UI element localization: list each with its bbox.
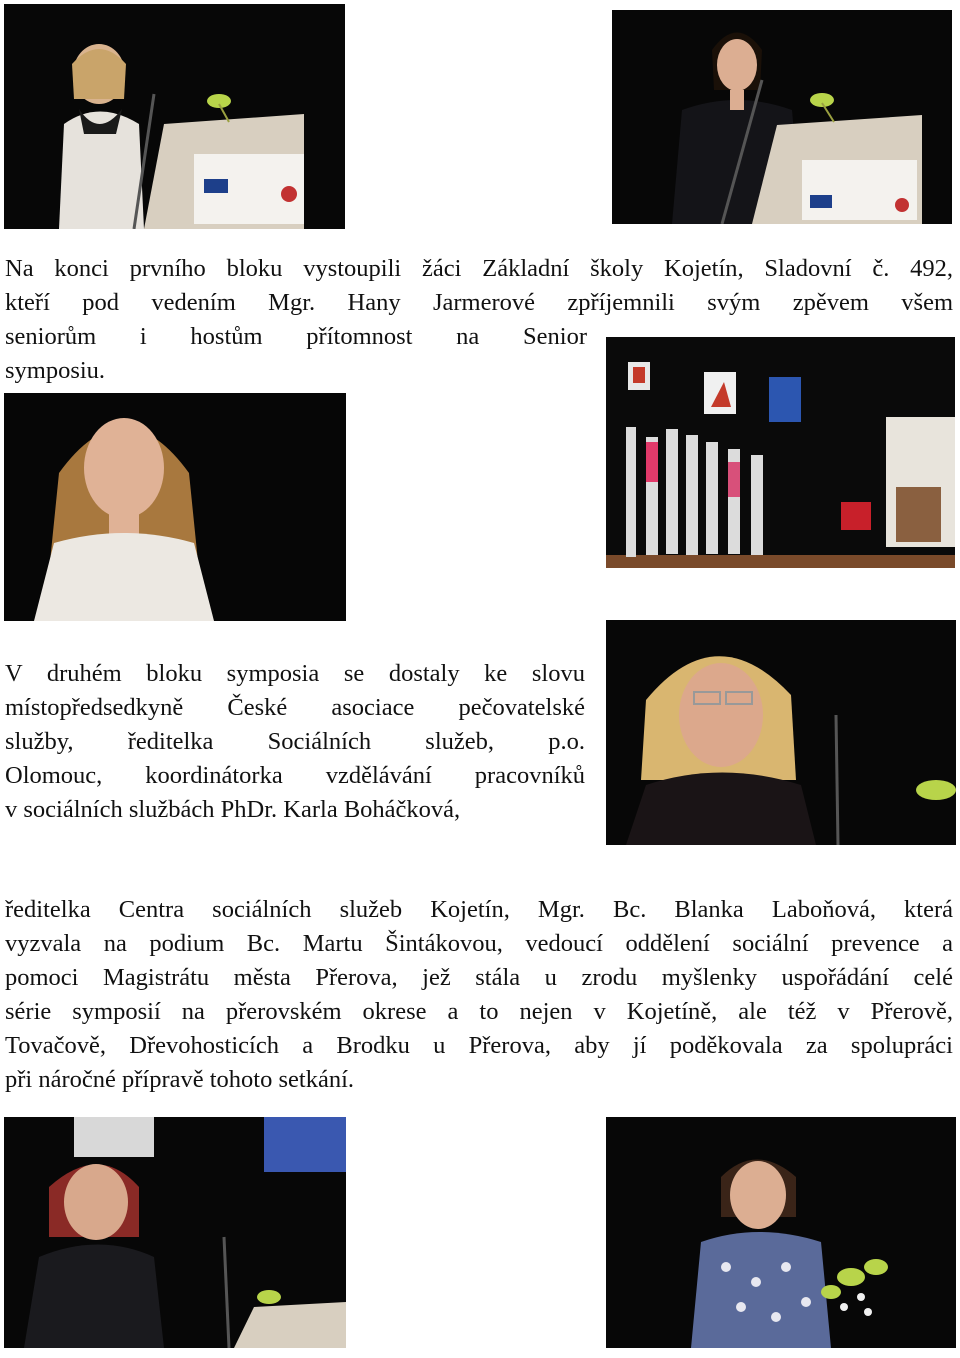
paragraph-second-block bbox=[5, 657, 585, 827]
text-line: pomoci Magistrátu města Přerova, jež stála u zrodu myšlenky uspořádání celé bbox=[5, 964, 953, 991]
text-line: v sociálních službách PhDr. Karla Boháčková, bbox=[5, 796, 461, 823]
text-line: Olomouc, koordinátorka vzdělávání pracovníků bbox=[5, 762, 585, 789]
photo-blonde-woman-speaking bbox=[606, 620, 956, 845]
paragraph-third-block bbox=[5, 893, 953, 1097]
text-line: služby, ředitelka Sociálních služeb, p.o. bbox=[5, 728, 585, 755]
text-line: série symposií na přerovském okrese a to nejen v Kojetíně, ale též v Přerově, bbox=[5, 998, 953, 1025]
photo-choir-on-stage bbox=[606, 337, 955, 568]
text-line: místopředsedkyně České asociace pečovatelské bbox=[5, 694, 585, 721]
text-line: V druhém bloku symposia se dostaly ke slovu bbox=[5, 660, 585, 687]
photo-girl-singing bbox=[4, 393, 346, 621]
photo-red-haired-woman-at-podium bbox=[4, 1117, 346, 1348]
photo-girl-at-podium bbox=[4, 4, 345, 229]
text-line: symposiu. bbox=[5, 357, 106, 384]
photo-woman-at-podium bbox=[612, 10, 952, 224]
text-line: vyzvala na podium Bc. Martu Šintákovou, vedoucí oddělení sociální prevence a bbox=[5, 930, 953, 957]
text-line: seniorům i hostům přítomnost na Senior bbox=[5, 323, 587, 350]
text-line: Na konci prvního bloku vystoupili žáci Základní školy Kojetín, Sladovní č. 492, bbox=[5, 255, 953, 282]
text-line: Tovačově, Dřevohosticích a Brodku u Přerova, aby jí poděkovala za spolupráci bbox=[5, 1032, 953, 1059]
text-line: ředitelka Centra sociálních služeb Kojetín, Mgr. Bc. Blanka Laboňová, která bbox=[5, 896, 953, 923]
photo-woman-with-flowers bbox=[606, 1117, 956, 1348]
text-line: při náročné přípravě tohoto setkání. bbox=[5, 1066, 355, 1093]
text-line: kteří pod vedením Mgr. Hany Jarmerové zpříjemnili svým zpěvem všem bbox=[5, 289, 953, 316]
